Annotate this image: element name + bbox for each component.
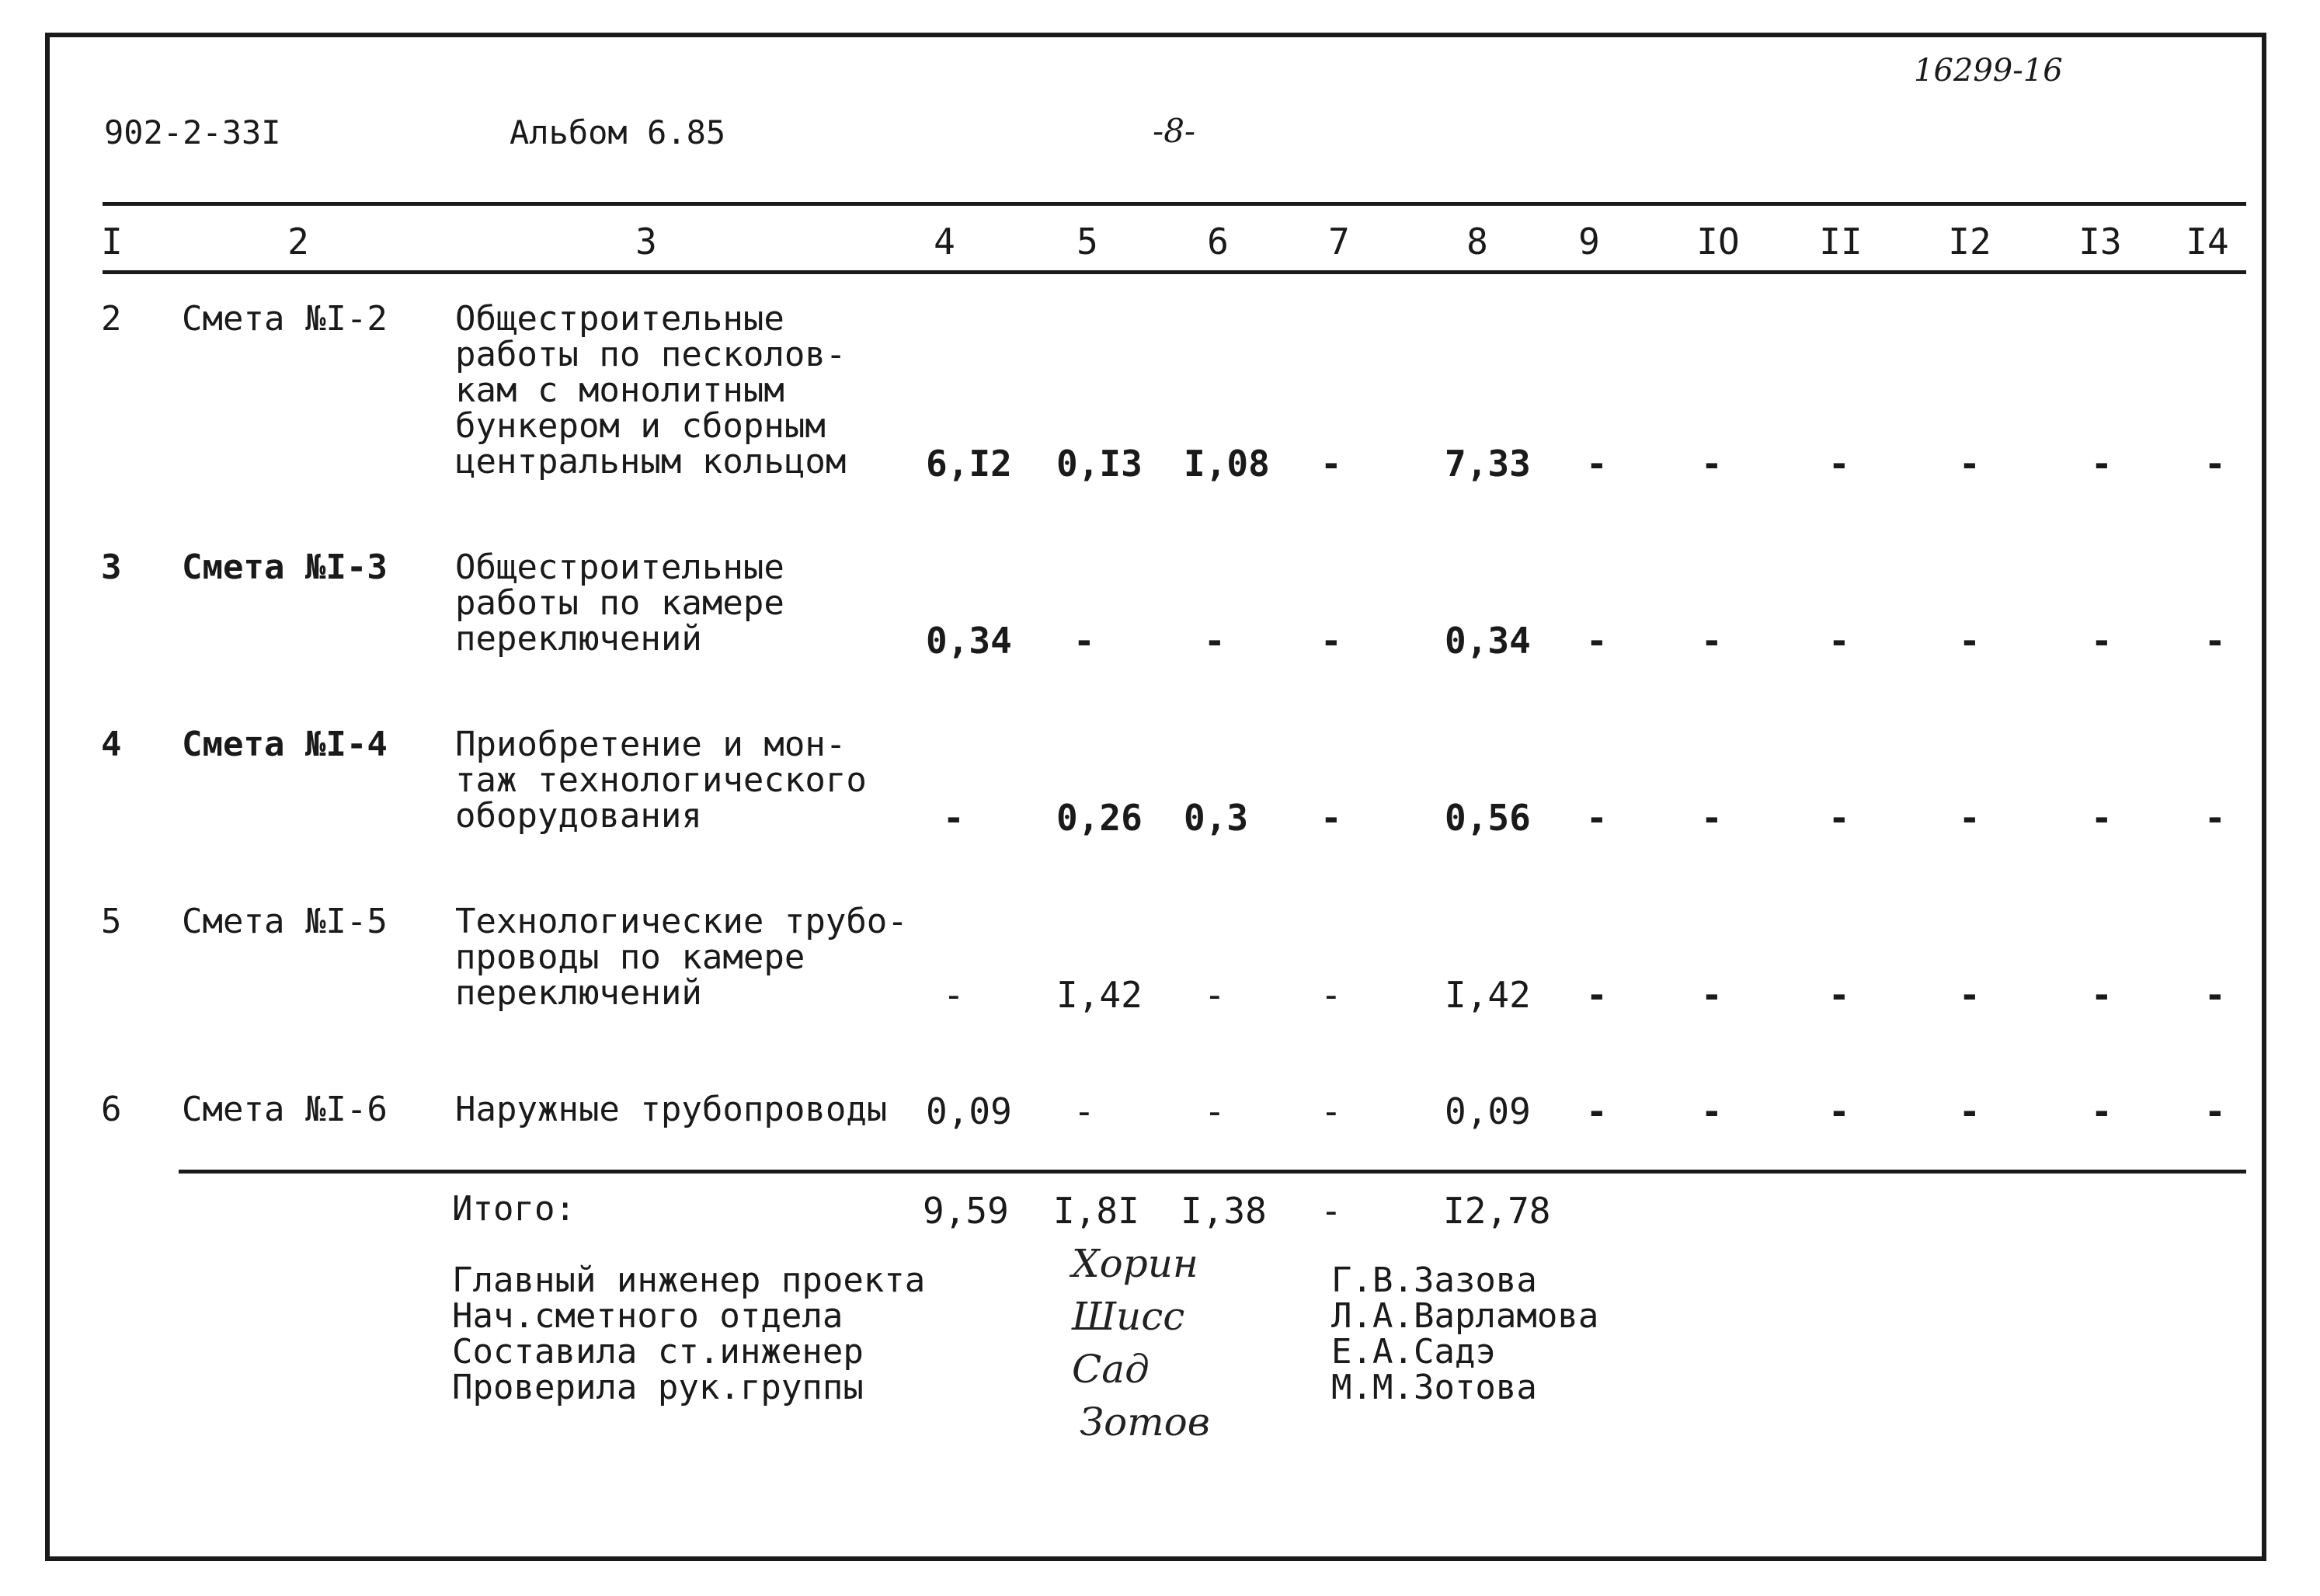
signatory-name: Е.А.Садэ — [1331, 1332, 1496, 1372]
value-c8: 0,34 — [1445, 620, 1531, 662]
description-line: Общестроительные — [455, 299, 784, 339]
column-number-13: I3 — [2078, 221, 2122, 263]
signatory-name: Г.В.Зазова — [1331, 1260, 1537, 1300]
document-code: 902-2-33I — [104, 113, 281, 151]
value-c9: - — [1586, 797, 1608, 839]
description-line: Приобретение и мон- — [455, 725, 847, 764]
total-rule — [179, 1170, 2246, 1174]
column-number-9: 9 — [1578, 221, 1600, 263]
value-c4: - — [943, 974, 965, 1016]
handwritten-signature: Шисс — [1072, 1294, 1185, 1339]
album-label: Альбом 6.85 — [510, 113, 726, 151]
total-c8: I2,78 — [1443, 1190, 1551, 1232]
handwritten-signature: Хорин — [1072, 1241, 1198, 1286]
value-c5: - — [1073, 1090, 1095, 1132]
value-c10: - — [1701, 1090, 1723, 1132]
row-number: 2 — [101, 299, 122, 339]
description-line: таж технологического — [455, 760, 867, 800]
value-c10: - — [1701, 620, 1723, 662]
value-c8: I,42 — [1445, 974, 1531, 1016]
value-c12: - — [1959, 620, 1981, 662]
column-number-2: 2 — [287, 221, 309, 263]
archive-stamp: 16299-16 — [1914, 53, 2063, 89]
value-c13: - — [2091, 797, 2113, 839]
column-number-10: IO — [1696, 221, 1740, 263]
row-number: 5 — [101, 902, 122, 941]
value-c13: - — [2091, 620, 2113, 662]
value-c11: - — [1828, 443, 1850, 485]
value-c9: - — [1586, 974, 1608, 1016]
handwritten-signature: Зотов — [1080, 1400, 1210, 1445]
estimate-description — [455, 550, 784, 657]
value-c11: - — [1828, 620, 1850, 662]
value-c7: - — [1320, 797, 1342, 839]
description-line: проводы по камере — [455, 937, 805, 977]
value-c10: - — [1701, 974, 1723, 1016]
row-number: 6 — [101, 1090, 122, 1129]
value-c4: - — [943, 797, 965, 839]
total-c4: 9,59 — [923, 1190, 1009, 1232]
estimate-id: Смета №I-3 — [182, 548, 388, 587]
value-c5: - — [1073, 620, 1095, 662]
total-c6: I,38 — [1181, 1190, 1267, 1232]
value-c4: 6,I2 — [926, 443, 1012, 485]
estimate-id: Смета №I-2 — [182, 299, 388, 339]
value-c13: - — [2091, 443, 2113, 485]
value-c8: 7,33 — [1445, 443, 1531, 485]
estimate-id: Смета №I-4 — [182, 725, 388, 764]
value-c7: - — [1320, 974, 1342, 1016]
value-c13: - — [2091, 974, 2113, 1016]
column-number-4: 4 — [934, 221, 955, 263]
total-c7: - — [1320, 1190, 1342, 1232]
row-number: 4 — [101, 725, 122, 764]
description-line: кам с монолитным — [455, 370, 784, 410]
row-number: 3 — [101, 548, 122, 587]
handwritten-signature: Сад — [1072, 1347, 1150, 1392]
value-c12: - — [1959, 1090, 1981, 1132]
column-number-1: I — [101, 221, 123, 263]
value-c11: - — [1828, 797, 1850, 839]
signatory-name: М.М.Зотова — [1331, 1368, 1537, 1407]
total-label: Итого: — [452, 1189, 576, 1229]
value-c14: - — [2204, 974, 2226, 1016]
value-c14: - — [2204, 443, 2226, 485]
description-line: Наружные трубопроводы — [455, 1090, 888, 1129]
value-c14: - — [2204, 620, 2226, 662]
value-c9: - — [1586, 443, 1608, 485]
value-c9: - — [1586, 620, 1608, 662]
signature-role: Составила ст.инженер — [452, 1332, 864, 1372]
description-line: оборудования — [455, 796, 702, 836]
value-c6: - — [1204, 620, 1226, 662]
signature-role: Главный инженер проекта — [452, 1260, 926, 1300]
column-number-6: 6 — [1207, 221, 1229, 263]
description-line: бункером и сборным — [455, 406, 826, 446]
value-c7: - — [1320, 1090, 1342, 1132]
value-c8: 0,09 — [1445, 1090, 1531, 1132]
value-c8: 0,56 — [1445, 797, 1531, 839]
value-c4: 0,34 — [926, 620, 1012, 662]
column-number-14: I4 — [2186, 221, 2229, 263]
description-line: Общестроительные — [455, 548, 784, 587]
value-c7: - — [1320, 443, 1342, 485]
value-c5: I,42 — [1056, 974, 1143, 1016]
value-c12: - — [1959, 974, 1981, 1016]
column-number-11: II — [1819, 221, 1863, 263]
value-c5: 0,I3 — [1056, 443, 1143, 485]
value-c7: - — [1320, 620, 1342, 662]
estimate-description — [455, 904, 908, 1011]
column-number-12: I2 — [1948, 221, 1991, 263]
value-c13: - — [2091, 1090, 2113, 1132]
value-c11: - — [1828, 1090, 1850, 1132]
signatory-name: Л.А.Варламова — [1331, 1296, 1599, 1336]
description-line: центральным кольцом — [455, 442, 847, 482]
value-c5: 0,26 — [1056, 797, 1143, 839]
estimate-description — [455, 301, 846, 480]
estimate-description — [455, 727, 867, 834]
description-line: переключений — [455, 619, 702, 659]
description-line: работы по камере — [455, 583, 784, 623]
signature-role: Проверила рук.группы — [452, 1368, 864, 1407]
estimate-id: Смета №I-5 — [182, 902, 388, 941]
description-line: Технологические трубо- — [455, 902, 908, 941]
signature-role: Нач.сметного отдела — [452, 1296, 843, 1336]
column-number-3: 3 — [635, 221, 657, 263]
estimate-description — [455, 1092, 887, 1128]
value-c10: - — [1701, 443, 1723, 485]
description-line: переключений — [455, 973, 702, 1013]
value-c14: - — [2204, 1090, 2226, 1132]
column-number-5: 5 — [1077, 221, 1098, 263]
description-line: работы по песколов- — [455, 335, 847, 374]
total-c5: I,8I — [1053, 1190, 1139, 1232]
header-top-rule — [103, 202, 2246, 206]
value-c4: 0,09 — [926, 1090, 1012, 1132]
value-c6: I,08 — [1184, 443, 1270, 485]
column-number-8: 8 — [1466, 221, 1488, 263]
document-sheet — [45, 33, 2266, 1561]
page-number: -8- — [1153, 112, 1196, 150]
estimate-id: Смета №I-6 — [182, 1090, 388, 1129]
value-c11: - — [1828, 974, 1850, 1016]
value-c12: - — [1959, 443, 1981, 485]
value-c9: - — [1586, 1090, 1608, 1132]
value-c12: - — [1959, 797, 1981, 839]
value-c6: - — [1204, 1090, 1226, 1132]
value-c10: - — [1701, 797, 1723, 839]
value-c14: - — [2204, 797, 2226, 839]
column-number-7: 7 — [1328, 221, 1350, 263]
value-c6: - — [1204, 974, 1226, 1016]
value-c6: 0,3 — [1184, 797, 1249, 839]
header-bottom-rule — [103, 270, 2246, 274]
